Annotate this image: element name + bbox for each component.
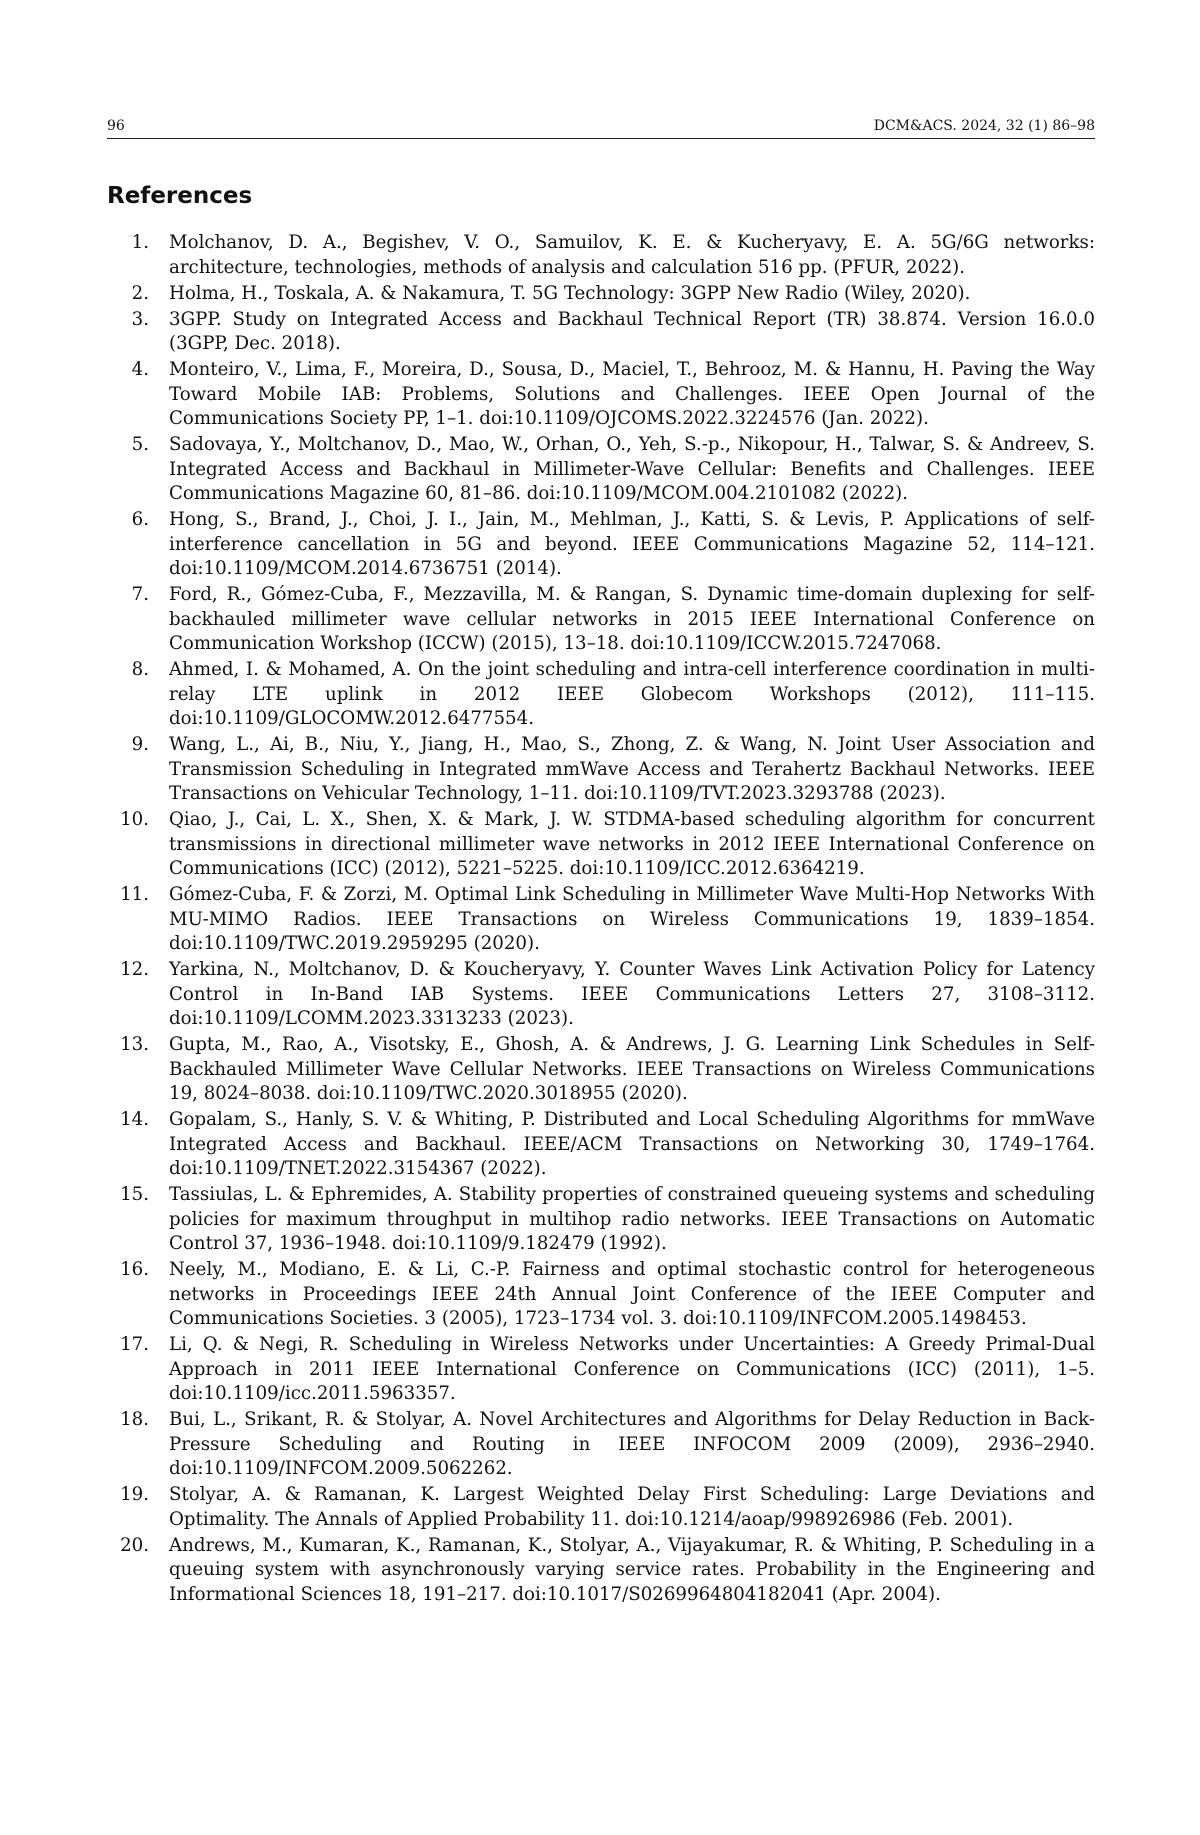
reference-text: Wang, L., Ai, B., Niu, Y., Jiang, H., Mao, S., Zhong, Z. & Wang, N. Joint User Association and Transmission Scheduling in Integrated mmWave Access and Terahertz Backhaul Networks. IEEE Transactions on Vehicular Technology, 1–11. doi:10.1109/TVT.2023.3293788 (2023).: [169, 733, 1095, 807]
reference-number: 18.: [107, 1408, 169, 1482]
reference-item: [107, 231, 1095, 280]
reference-text: Sadovaya, Y., Moltchanov, D., Mao, W., Orhan, O., Yeh, S.-p., Nikopour, H., Talwar, S. & Andreev, S. Integrated Access and Backhaul in Millimeter-Wave Cellular: Benefits and Challenges. IEEE Communications Magazine 60, 81–86. doi:10.1109/MCOM.004.2101082 (2022).: [169, 433, 1095, 507]
reference-number: 2.: [107, 282, 169, 307]
reference-number: 14.: [107, 1108, 169, 1182]
reference-number: 6.: [107, 508, 169, 582]
reference-number: 8.: [107, 658, 169, 732]
reference-number: 5.: [107, 433, 169, 507]
reference-text: Yarkina, N., Moltchanov, D. & Koucheryavy, Y. Counter Waves Link Activation Policy for Latency Control in In-Band IAB Systems. IEEE Communications Letters 27, 3108–3112. doi:10.1109/LCOMM.2023.3313233 (2023).: [169, 958, 1095, 1032]
reference-text: Ahmed, I. & Mohamed, A. On the joint scheduling and intra-cell interference coordination in multi-relay LTE uplink in 2012 IEEE Globecom Workshops (2012), 111–115. doi:10.1109/GLOCOMW.2012.6477554.: [169, 658, 1095, 732]
reference-text: Neely, M., Modiano, E. & Li, C.-P. Fairness and optimal stochastic control for heterogeneous networks in Proceedings IEEE 24th Annual Joint Conference of the IEEE Computer and Communications Societies. 3 (2005), 1723–1734 vol. 3. doi:10.1109/INFCOM.2005.1498453.: [169, 1258, 1095, 1332]
reference-number: 12.: [107, 958, 169, 1032]
reference-item: [107, 1183, 1095, 1257]
reference-item: [107, 658, 1095, 732]
reference-number: 15.: [107, 1183, 169, 1257]
reference-text: Tassiulas, L. & Ephremides, A. Stability properties of constrained queueing systems and scheduling policies for maximum throughput in multihop radio networks. IEEE Transactions on Automatic Control 37, 1936–1948. doi:10.1109/9.182479 (1992).: [169, 1183, 1095, 1257]
reference-text: Gopalam, S., Hanly, S. V. & Whiting, P. Distributed and Local Scheduling Algorithms for mmWave Integrated Access and Backhaul. IEEE/ACM Transactions on Networking 30, 1749–1764. doi:10.1109/TNET.2022.3154367 (2022).: [169, 1108, 1095, 1182]
reference-text: Monteiro, V., Lima, F., Moreira, D., Sousa, D., Maciel, T., Behrooz, M. & Hannu, H. Paving the Way Toward Mobile IAB: Problems, Solutions and Challenges. IEEE Open Journal of the Communications Society PP, 1–1. doi:10.1109/OJCOMS.2022.3224576 (Jan. 2022).: [169, 358, 1095, 432]
reference-number: 20.: [107, 1534, 169, 1608]
reference-number: 11.: [107, 883, 169, 957]
reference-text: Bui, L., Srikant, R. & Stolyar, A. Novel Architectures and Algorithms for Delay Reduction in Back-Pressure Scheduling and Routing in IEEE INFOCOM 2009 (2009), 2936–2940. doi:10.1109/INFCOM.2009.5062262.: [169, 1408, 1095, 1482]
reference-number: 3.: [107, 308, 169, 357]
reference-number: 9.: [107, 733, 169, 807]
reference-text: Holma, H., Toskala, A. & Nakamura, T. 5G Technology: 3GPP New Radio (Wiley, 2020).: [169, 282, 1095, 307]
reference-number: 19.: [107, 1483, 169, 1532]
reference-text: Gómez-Cuba, F. & Zorzi, M. Optimal Link Scheduling in Millimeter Wave Multi-Hop Networks With MU-MIMO Radios. IEEE Transactions on Wireless Communications 19, 1839–1854. doi:10.1109/TWC.2019.2959295 (2020).: [169, 883, 1095, 957]
page-number: 96: [107, 118, 125, 134]
reference-item: [107, 282, 1095, 307]
reference-text: Molchanov, D. A., Begishev, V. O., Samuilov, K. E. & Kucheryavy, E. A. 5G/6G networks: architecture, technologies, methods of analysis and calculation 516 pp. (PFUR, 2022).: [169, 231, 1095, 280]
reference-item: [107, 433, 1095, 507]
reference-item: [107, 308, 1095, 357]
reference-text: Qiao, J., Cai, L. X., Shen, X. & Mark, J. W. STDMA-based scheduling algorithm for concurrent transmissions in directional millimeter wave networks in 2012 IEEE International Conference on Communications (ICC) (2012), 5221–5225. doi:10.1109/ICC.2012.6364219.: [169, 808, 1095, 882]
reference-text: Ford, R., Gómez-Cuba, F., Mezzavilla, M. & Rangan, S. Dynamic time-domain duplexing for self-backhauled millimeter wave cellular networks in 2015 IEEE International Conference on Communication Workshop (ICCW) (2015), 13–18. doi:10.1109/ICCW.2015.7247068.: [169, 583, 1095, 657]
reference-item: [107, 1408, 1095, 1482]
reference-text: Gupta, M., Rao, A., Visotsky, E., Ghosh, A. & Andrews, J. G. Learning Link Schedules in Self-Backhauled Millimeter Wave Cellular Networks. IEEE Transactions on Wireless Communications 19, 8024–8038. doi:10.1109/TWC.2020.3018955 (2020).: [169, 1033, 1095, 1107]
reference-number: 17.: [107, 1333, 169, 1407]
running-header: [107, 118, 1095, 139]
reference-item: [107, 883, 1095, 957]
page: [107, 118, 1095, 1609]
reference-text: Stolyar, A. & Ramanan, K. Largest Weighted Delay First Scheduling: Large Deviations and Optimality. The Annals of Applied Probability 11. doi:10.1214/aoap/998926986 (Feb. 2001).: [169, 1483, 1095, 1532]
reference-text: Andrews, M., Kumaran, K., Ramanan, K., Stolyar, A., Vijayakumar, R. & Whiting, P. Scheduling in a queuing system with asynchronously varying service rates. Probability in the Engineering and Informational Sciences 18, 191–217. doi:10.1017/S0269964804182041 (Apr. 2004).: [169, 1534, 1095, 1608]
reference-item: [107, 1033, 1095, 1107]
reference-number: 4.: [107, 358, 169, 432]
reference-item: [107, 1333, 1095, 1407]
section-title: References: [107, 183, 1095, 209]
reference-number: 16.: [107, 1258, 169, 1332]
reference-text: Li, Q. & Negi, R. Scheduling in Wireless Networks under Uncertainties: A Greedy Primal-Dual Approach in 2011 IEEE International Conference on Communications (ICC) (2011), 1–5. doi:10.1109/icc.2011.5963357.: [169, 1333, 1095, 1407]
reference-item: [107, 733, 1095, 807]
reference-item: [107, 1534, 1095, 1608]
reference-number: 7.: [107, 583, 169, 657]
reference-item: [107, 1108, 1095, 1182]
reference-text: Hong, S., Brand, J., Choi, J. I., Jain, M., Mehlman, J., Katti, S. & Levis, P. Applications of self-interference cancellation in 5G and beyond. IEEE Communications Magazine 52, 114–121. doi:10.1109/MCOM.2014.6736751 (2014).: [169, 508, 1095, 582]
reference-item: [107, 508, 1095, 582]
reference-item: [107, 583, 1095, 657]
reference-item: [107, 1483, 1095, 1532]
journal-citation: DCM&ACS. 2024, 32 (1) 86–98: [874, 118, 1095, 134]
reference-number: 10.: [107, 808, 169, 882]
reference-item: [107, 1258, 1095, 1332]
reference-item: [107, 358, 1095, 432]
reference-item: [107, 808, 1095, 882]
reference-item: [107, 958, 1095, 1032]
reference-list: [107, 231, 1095, 1607]
reference-number: 13.: [107, 1033, 169, 1107]
reference-number: 1.: [107, 231, 169, 280]
reference-text: 3GPP. Study on Integrated Access and Backhaul Technical Report (TR) 38.874. Version 16.0.0 (3GPP, Dec. 2018).: [169, 308, 1095, 357]
